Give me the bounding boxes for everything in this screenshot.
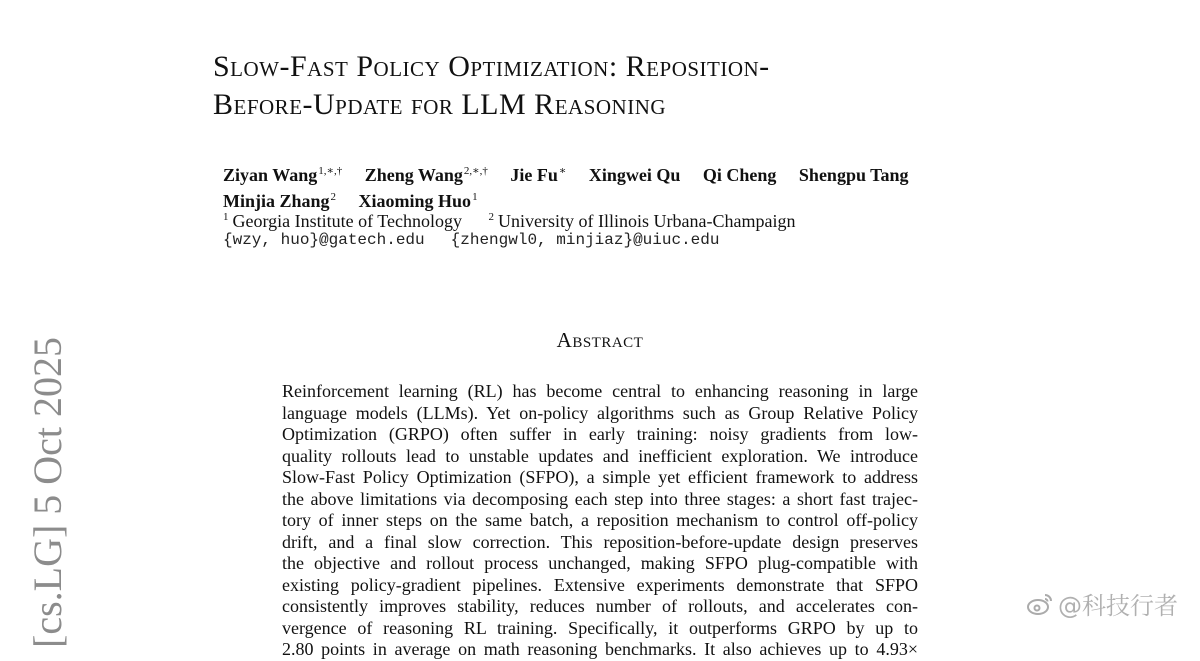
abstract-line: 2.80 points in average on math reasoning benchmarks. It also achieves up to 4.93× <box>282 639 918 659</box>
title-line-1: Slow-Fast Policy Optimization: Reposition- <box>213 50 770 83</box>
watermark <box>1026 586 1178 621</box>
affiliation-2: $^2$ University of Illinois Urbana-Champaign <box>488 211 796 231</box>
title-line-2: Before-Update for LLM Reasoning <box>213 88 667 121</box>
abstract-line: Reinforcement learning (RL) has become central to enhancing reasoning in large <box>282 381 918 401</box>
abstract-line: consistently improves stability, reduces number of rollouts, and accelerates con- <box>282 596 918 616</box>
abstract-line: the objective and rollout process unchanged, making SFPO plug-compatible with <box>282 553 918 573</box>
abstract-line: quality rollouts lead to unstable updates and inefficient exploration. We introduce <box>282 445 918 466</box>
abstract-line: existing policy-gradient pipelines. Extensive experiments demonstrate that SFPO <box>282 574 918 595</box>
abstract-line: the above limitations via decomposing each step into three stages: a short fast trajec- <box>282 488 918 509</box>
abstract-line: language models (LLMs). Yet on-policy algorithms such as Group Relative Policy <box>282 402 918 423</box>
abstract-line: Slow-Fast Policy Optimization (SFPO), a simple yet efficient framework to address <box>282 467 918 487</box>
abstract-heading: Abstract <box>556 328 644 352</box>
author: Zheng Wang$^{2,∗,\dagger}$ <box>364 165 488 185</box>
affiliation-1: $^1$ Georgia Institute of Technology <box>223 211 463 231</box>
abstract-line: drift, and a final slow correction. This reposition-before-update design preserves <box>282 531 918 552</box>
email-gatech: {wzy, huo}@gatech.edu <box>223 231 425 249</box>
paper-title <box>213 48 1013 124</box>
author: Shengpu Tang <box>798 165 909 185</box>
abstract-line: Optimization (GRPO) often suffer in early training: noisy gradients from low- <box>282 424 918 444</box>
author: Qi Cheng <box>702 165 777 185</box>
author: Xiaoming Huo$^1$ <box>358 191 478 211</box>
abstract-body <box>282 381 918 659</box>
abstract-line: vergence of reasoning RL training. Specifically, it outperforms GRPO by up to <box>282 617 918 638</box>
author-list <box>223 160 1003 212</box>
weibo-icon <box>1026 591 1054 617</box>
author: Ziyan Wang$^{1,∗,\dagger}$ <box>223 165 343 185</box>
author: Jie Fu∗ <box>510 165 567 185</box>
author: Xingwei Qu <box>588 165 681 185</box>
watermark-text: @科技行者 <box>1058 592 1178 620</box>
abstract-line: tory of inner steps on the same batch, a reposition mechanism to control off-policy <box>282 510 918 530</box>
author: Minjia Zhang$^2$ <box>223 191 337 211</box>
email-uiuc: {zhengwl0, minjiaz}@uiuc.edu <box>450 231 720 249</box>
arxiv-stamp: [cs.LG] 5 Oct 2025 <box>25 336 70 648</box>
author-emails <box>223 229 719 251</box>
